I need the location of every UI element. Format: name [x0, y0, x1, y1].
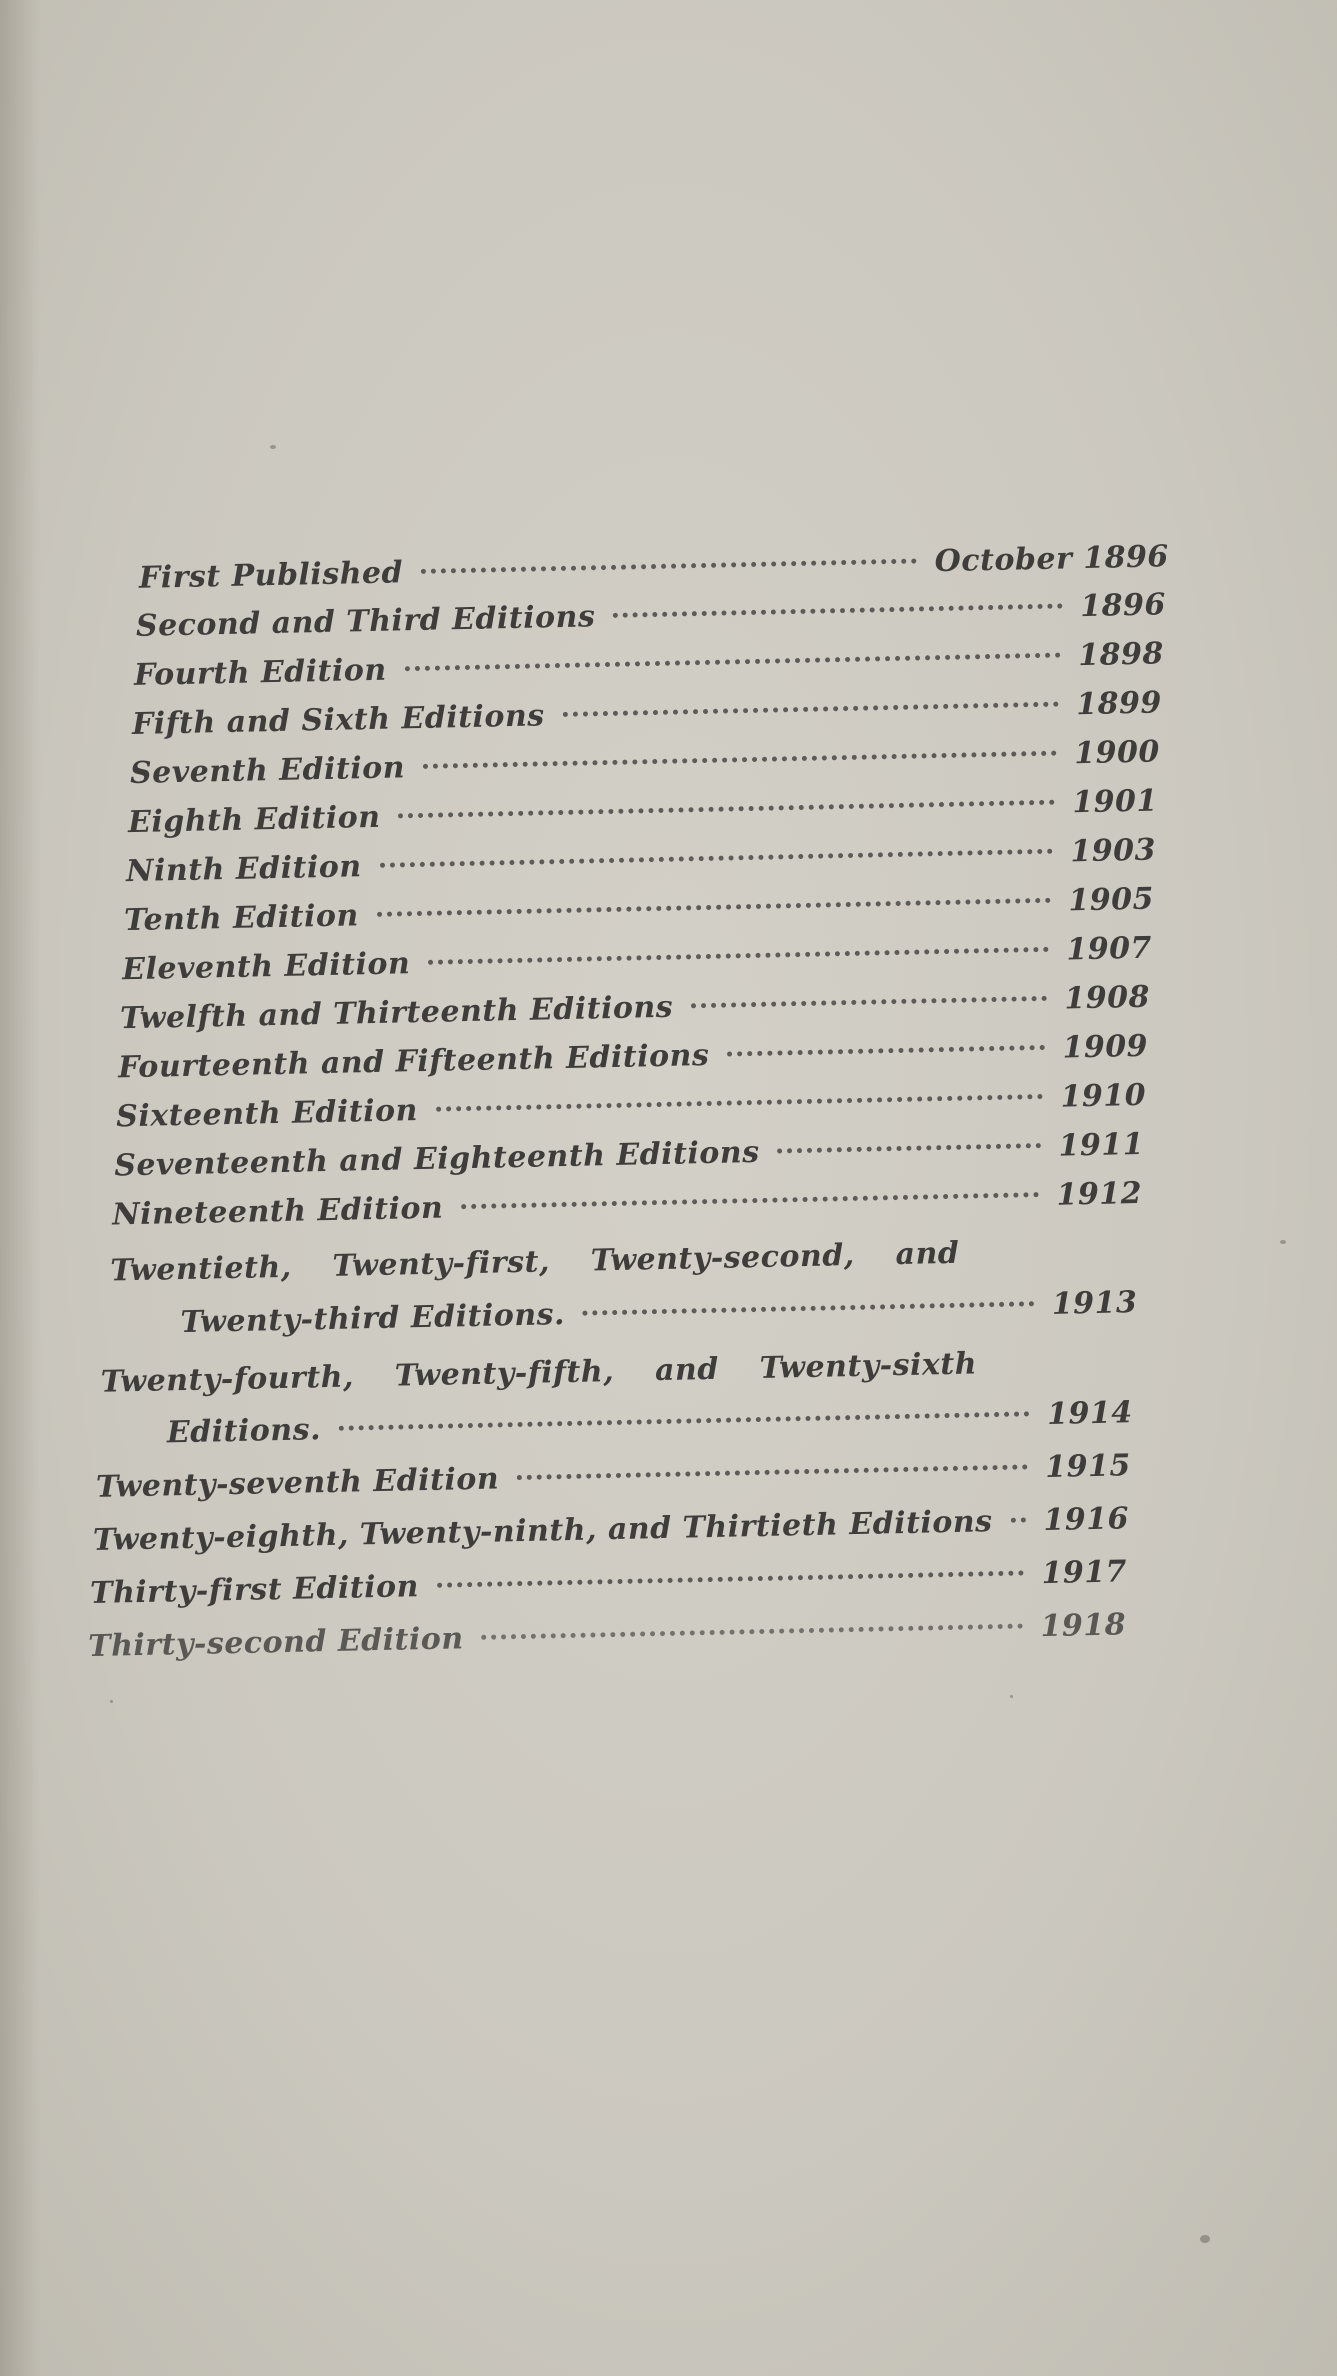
edition-year: 1915	[1044, 1448, 1132, 1486]
dot-leader	[727, 1045, 1044, 1057]
edition-year: 1907	[1066, 930, 1153, 968]
edition-year: 1910	[1060, 1077, 1147, 1115]
edition-label: Twelfth and Thirteenth Editions	[119, 989, 674, 1037]
dot-leader	[423, 751, 1056, 769]
dot-leader	[421, 559, 917, 574]
edition-year: 1903	[1070, 832, 1157, 870]
edition-year: October 1896	[934, 539, 1170, 580]
dot-leader	[436, 1094, 1043, 1112]
edition-year: 1913	[1051, 1285, 1138, 1322]
dot-leader	[583, 1301, 1034, 1315]
dot-leader	[517, 1464, 1027, 1480]
edition-label-line1: Twenty-fourth, Twenty-fifth, and Twenty-sixth	[100, 1346, 978, 1400]
edition-label: Twenty-eighth, Twenty-ninth, and Thirtieth Editions	[92, 1504, 993, 1558]
edition-label: First Published	[138, 555, 404, 596]
edition-year: 1918	[1040, 1607, 1127, 1645]
edition-label: Ninth Edition	[125, 849, 362, 890]
dot-leader	[563, 702, 1059, 717]
edition-row	[180, 1285, 1138, 1351]
edition-label: Sixteenth Edition	[115, 1093, 419, 1135]
edition-year: 1916	[1043, 1501, 1130, 1539]
edition-year: 1908	[1064, 979, 1151, 1017]
dot-leader	[777, 1143, 1040, 1154]
dot-leader	[339, 1411, 1029, 1430]
dot-leader	[482, 1624, 1023, 1640]
edition-label: Eighth Edition	[127, 799, 381, 841]
dot-leader	[613, 603, 1062, 617]
dot-leader	[380, 849, 1053, 868]
edition-label: Seventh Edition	[129, 750, 406, 792]
edition-label: Editions.	[166, 1412, 322, 1451]
edition-year: 1917	[1041, 1554, 1128, 1592]
edition-year: 1901	[1071, 783, 1159, 821]
edition-year: 1912	[1056, 1175, 1143, 1213]
edition-label: Twenty-third Editions.	[180, 1297, 566, 1341]
edition-label: Thirty-second Edition	[87, 1621, 464, 1665]
edition-year: 1909	[1062, 1028, 1149, 1066]
edition-label: Twenty-seventh Edition	[95, 1461, 500, 1505]
dot-leader	[377, 898, 1051, 917]
dot-leader	[437, 1570, 1024, 1587]
dot-leader	[405, 653, 1061, 672]
edition-label: Thirty-first Edition	[89, 1569, 420, 1612]
edition-year: 1900	[1073, 734, 1161, 772]
edition-year: 1905	[1068, 881, 1155, 919]
dot-leader	[428, 947, 1048, 965]
dot-leader	[1010, 1517, 1025, 1522]
edition-year: 1898	[1077, 636, 1165, 674]
edition-year: 1914	[1046, 1395, 1134, 1432]
dot-leader	[398, 800, 1054, 819]
edition-label: Second and Third Editions	[135, 599, 596, 644]
edition-label: Fourth Edition	[133, 652, 388, 693]
edition-year: 1899	[1075, 685, 1163, 723]
edition-label: Seventeenth and Eighteenth Editions	[113, 1134, 760, 1184]
edition-label: Fourteenth and Fifteenth Editions	[117, 1037, 710, 1086]
edition-label-line1: Twentieth, Twenty-first, Twenty-second, and	[110, 1235, 960, 1289]
edition-label: Nineteenth Edition	[111, 1190, 444, 1233]
dot-leader	[691, 996, 1046, 1008]
edition-label: Eleventh Edition	[121, 946, 411, 988]
dot-leader	[461, 1192, 1038, 1209]
edition-label: Fifth and Sixth Editions	[131, 698, 545, 742]
edition-year: 1896	[1079, 587, 1167, 625]
edition-label: Tenth Edition	[123, 898, 360, 939]
edition-year: 1911	[1058, 1126, 1145, 1164]
